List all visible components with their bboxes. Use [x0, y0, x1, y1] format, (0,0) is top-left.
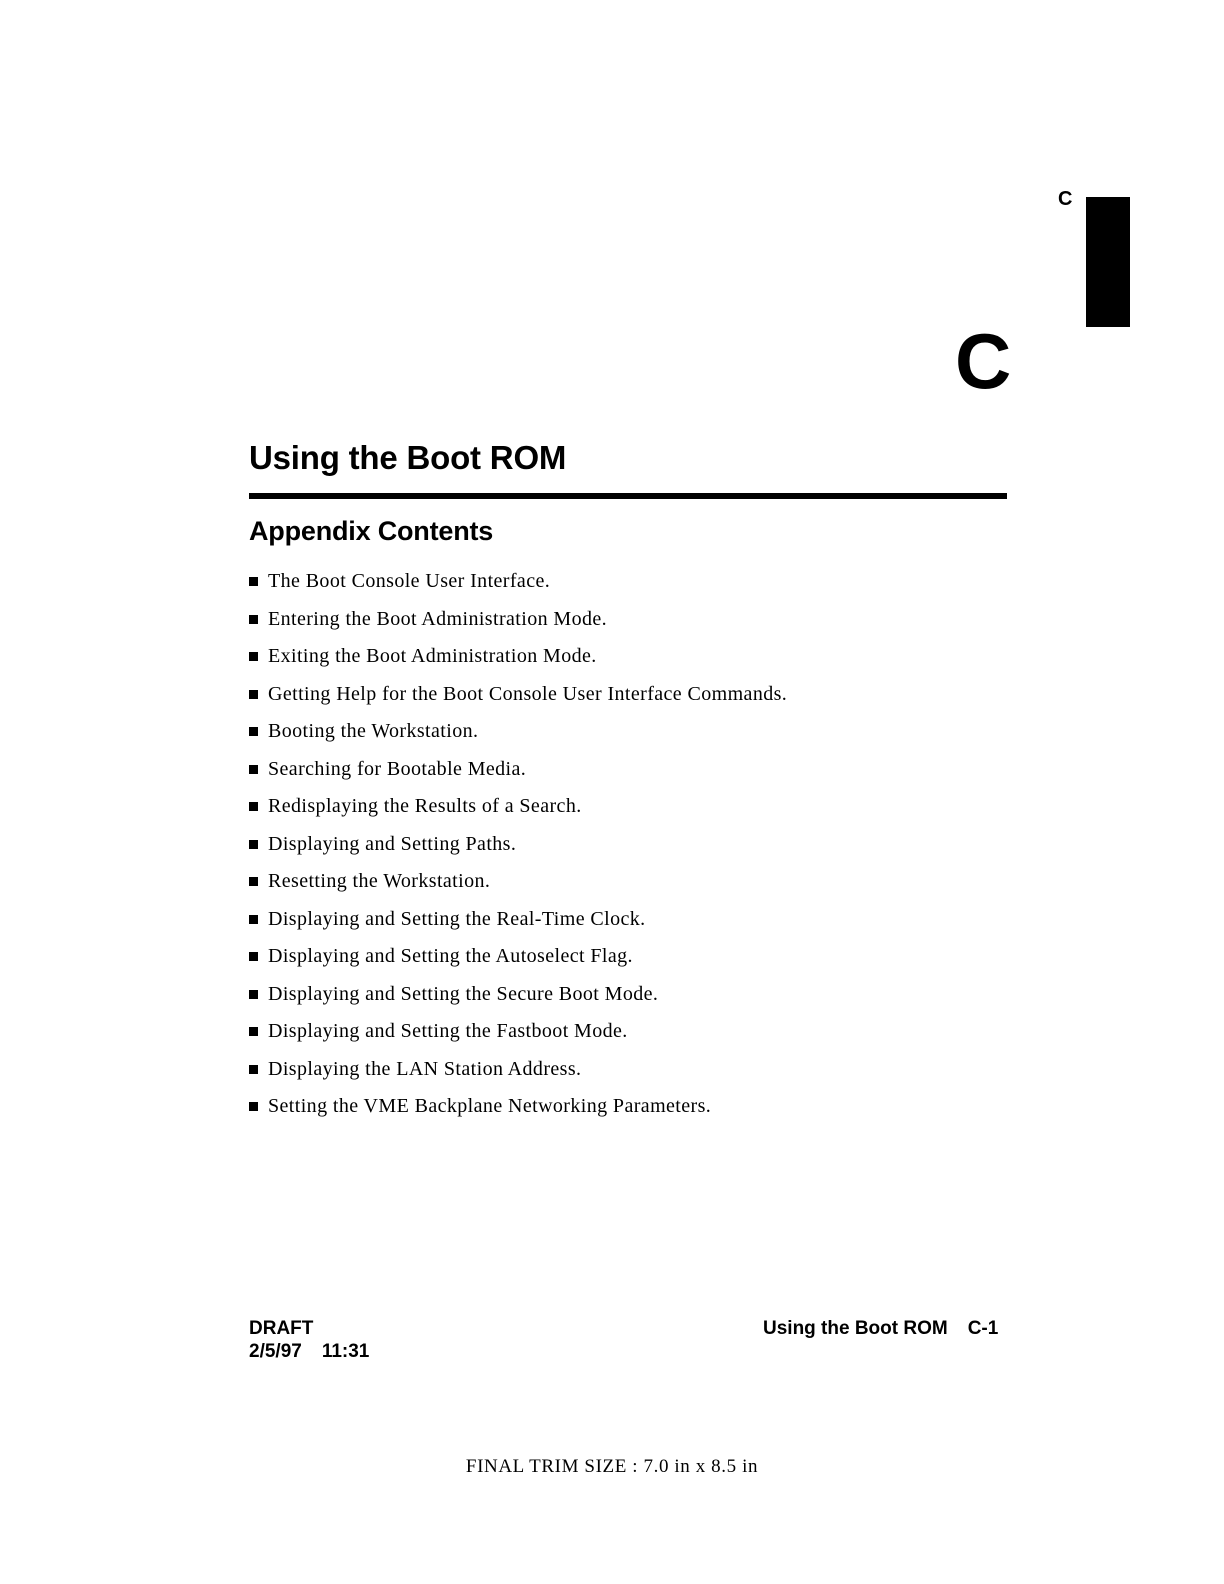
list-item — [249, 1088, 787, 1126]
list-item — [249, 1013, 787, 1051]
contents-heading: Appendix Contents — [249, 516, 494, 546]
list-item-label: Redisplaying the Results of a Search. — [268, 795, 582, 818]
list-item — [249, 676, 787, 714]
chapter-letter: C — [955, 317, 1012, 405]
list-item-label: Entering the Boot Administration Mode. — [268, 607, 608, 630]
title-rule — [249, 493, 1007, 499]
list-item-label: Displaying and Setting the Real-Time Clock. — [268, 907, 646, 930]
bullet-icon — [249, 877, 258, 886]
list-item-label: Booting the Workstation. — [268, 720, 479, 743]
bullet-icon — [249, 915, 258, 924]
list-item-label: Searching for Bootable Media. — [268, 757, 527, 780]
draft-time: 11:31 — [321, 1340, 370, 1362]
contents-list — [249, 563, 787, 1126]
bullet-icon — [249, 990, 258, 999]
section-tab-letter: C — [1058, 188, 1073, 210]
list-item-label: Displaying and Setting the Autoselect Flag. — [268, 945, 633, 968]
running-title: Using the Boot ROM — [763, 1318, 948, 1339]
list-item-label: Resetting the Workstation. — [268, 870, 491, 893]
list-item — [249, 601, 787, 639]
draft-date: 2/5/97 — [249, 1340, 302, 1362]
list-item — [249, 751, 787, 789]
list-item — [249, 938, 787, 976]
page-number: C-1 — [967, 1318, 999, 1339]
list-item-label: Displaying and Setting Paths. — [268, 832, 517, 855]
bullet-icon — [249, 577, 258, 586]
bullet-icon — [249, 727, 258, 736]
bullet-icon — [249, 765, 258, 774]
draft-label: DRAFT — [249, 1318, 314, 1339]
list-item — [249, 638, 787, 676]
list-item — [249, 563, 787, 601]
list-item — [249, 976, 787, 1014]
bullet-icon — [249, 615, 258, 624]
trim-size-note: FINAL TRIM SIZE : 7.0 in x 8.5 in — [465, 1456, 759, 1477]
bullet-icon — [249, 652, 258, 661]
list-item-label: Displaying and Setting the Fastboot Mode. — [268, 1020, 628, 1043]
draft-datetime — [249, 1341, 369, 1364]
section-tab-marker — [1086, 197, 1130, 327]
bullet-icon — [249, 802, 258, 811]
list-item — [249, 826, 787, 864]
list-item — [249, 713, 787, 751]
footer-running-head — [763, 1318, 1007, 1341]
page-title: Using the Boot ROM — [249, 439, 567, 476]
list-item — [249, 788, 787, 826]
list-item-label: Setting the VME Backplane Networking Parameters. — [268, 1095, 712, 1118]
bullet-icon — [249, 1027, 258, 1036]
list-item — [249, 901, 787, 939]
bullet-icon — [249, 1102, 258, 1111]
bullet-icon — [249, 840, 258, 849]
footer-draft-stamp — [249, 1318, 369, 1364]
list-item-label: Displaying the LAN Station Address. — [268, 1057, 582, 1080]
list-item — [249, 863, 787, 901]
list-item-label: Exiting the Boot Administration Mode. — [268, 645, 597, 668]
list-item — [249, 1051, 787, 1089]
bullet-icon — [249, 952, 258, 961]
list-item-label: Getting Help for the Boot Console User Interface Commands. — [268, 682, 788, 705]
list-item-label: The Boot Console User Interface. — [268, 570, 551, 593]
list-item-label: Displaying and Setting the Secure Boot Mode. — [268, 982, 659, 1005]
bullet-icon — [249, 1065, 258, 1074]
bullet-icon — [249, 690, 258, 699]
